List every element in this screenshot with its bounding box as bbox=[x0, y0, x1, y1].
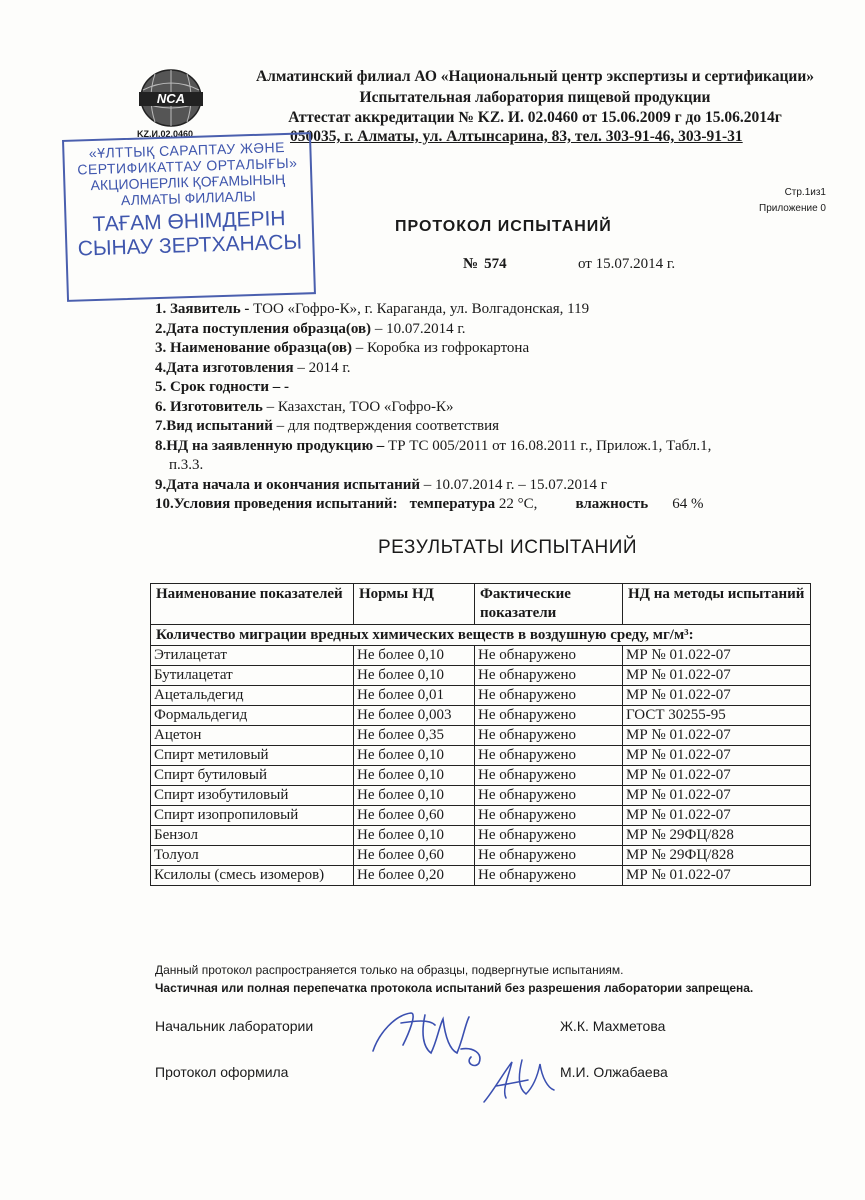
cell-norm: Не более 0,10 bbox=[354, 746, 475, 766]
table-row bbox=[151, 746, 811, 766]
cell-indicator: Ацетон bbox=[151, 726, 354, 746]
cell-method: МР № 29ФЦ/828 bbox=[623, 826, 811, 846]
cell-actual: Не обнаружено bbox=[475, 766, 623, 786]
cell-indicator: Формальдегид bbox=[151, 706, 354, 726]
field-manufacturer: 6. Изготовитель – Казахстан, ТОО «Гофро-К» bbox=[155, 398, 454, 415]
cell-method: МР № 01.022-07 bbox=[623, 806, 811, 826]
cell-actual: Не обнаружено bbox=[475, 746, 623, 766]
nca-logo bbox=[135, 68, 207, 130]
cell-norm: Не более 0,10 bbox=[354, 826, 475, 846]
cell-norm: Не более 0,35 bbox=[354, 726, 475, 746]
cell-indicator: Бензол bbox=[151, 826, 354, 846]
col-header-actual: Фактические показатели bbox=[475, 584, 623, 625]
accreditation: Аттестат аккредитации № KZ. И. 02.0460 от 15.06.2009 г до 15.06.2014г bbox=[288, 109, 782, 126]
field-test-type: 7.Вид испытаний – для подтверждения соответствия bbox=[155, 418, 500, 434]
cell-actual: Не обнаружено bbox=[475, 846, 623, 866]
cell-indicator: Спирт метиловый bbox=[151, 746, 354, 766]
cell-norm: Не более 0,20 bbox=[354, 866, 475, 886]
group-row: Количество миграции вредных химических веществ в воздушную среду, мг/м³: bbox=[151, 625, 811, 646]
field-manufacture-date: 4.Дата изготовления – 2014 г. bbox=[155, 359, 351, 376]
signer1-role: Начальник лаборатории bbox=[155, 1018, 314, 1034]
cell-method: МР № 01.022-07 bbox=[623, 686, 811, 706]
cell-norm: Не более 0,01 bbox=[354, 686, 475, 706]
col-header-indicator: Наименование показателей bbox=[151, 584, 354, 625]
cell-norm: Не более 0,003 bbox=[354, 706, 475, 726]
table-row bbox=[151, 686, 811, 706]
org-name: Алматинский филиал АО «Национальный центр экспертизы и сертификации» bbox=[255, 68, 814, 85]
signer2-name: М.И. Олжабаева bbox=[560, 1064, 668, 1080]
table-row bbox=[151, 866, 811, 886]
cell-norm: Не более 0,10 bbox=[354, 766, 475, 786]
cell-method: МР № 01.022-07 bbox=[623, 646, 811, 666]
cell-norm: Не более 0,60 bbox=[354, 806, 475, 826]
protocol-date: от 15.07.2014 г. bbox=[578, 256, 676, 272]
cell-actual: Не обнаружено bbox=[475, 866, 623, 886]
cell-method: МР № 01.022-07 bbox=[623, 866, 811, 886]
stamp-line: АЛМАТЫ ФИЛИАЛЫ bbox=[120, 187, 256, 209]
cell-method: МР № 01.022-07 bbox=[623, 726, 811, 746]
protocol-number bbox=[463, 256, 507, 273]
lab-name: Испытательная лаборатория пищевой продукции bbox=[359, 89, 711, 106]
table-row bbox=[151, 766, 811, 786]
protocol-number-label: № bbox=[463, 256, 479, 272]
document-title: ПРОТОКОЛ ИСПЫТАНИЙ bbox=[395, 218, 612, 235]
table-row bbox=[151, 706, 811, 726]
table-row bbox=[151, 666, 811, 686]
cell-method: ГОСТ 30255-95 bbox=[623, 706, 811, 726]
field-applicant: 1. Заявитель - ТОО «Гофро-К», г. Караганда, ул. Волгадонская, 119 bbox=[155, 301, 590, 317]
signer2-role: Протокол оформила bbox=[155, 1064, 289, 1080]
note-copyright: Частичная или полная перепечатка протокола испытаний без разрешения лаборатории запрещена. bbox=[155, 981, 754, 995]
protocol-number-value: 574 bbox=[484, 256, 507, 272]
cell-norm: Не более 0,10 bbox=[354, 646, 475, 666]
cell-actual: Не обнаружено bbox=[475, 666, 623, 686]
cell-indicator: Спирт изобутиловый bbox=[151, 786, 354, 806]
cell-method: МР № 01.022-07 bbox=[623, 766, 811, 786]
cell-actual: Не обнаружено bbox=[475, 646, 623, 666]
cell-method: МР № 01.022-07 bbox=[623, 666, 811, 686]
cell-norm: Не более 0,10 bbox=[354, 666, 475, 686]
cell-method: МР № 01.022-07 bbox=[623, 786, 811, 806]
note-scope: Данный протокол распространяется только на образцы, подвергнутые испытаниям. bbox=[155, 963, 624, 977]
signature-clerk bbox=[478, 1050, 558, 1110]
lab-stamp bbox=[62, 132, 316, 302]
cell-indicator: Ацетальдегид bbox=[151, 686, 354, 706]
table-row bbox=[151, 646, 811, 666]
stamp-line: СЫНАУ ЗЕРТХАНАСЫ bbox=[77, 230, 303, 261]
cell-indicator: Спирт бутиловый bbox=[151, 766, 354, 786]
field-receipt-date: 2.Дата поступления образца(ов) – 10.07.2014 г. bbox=[155, 320, 466, 337]
field-conditions: 10.Условия проведения испытаний: температура 22 °C, влажность 64 % bbox=[155, 496, 704, 512]
stamp-line: «ҰЛТТЫҚ САРАПТАУ ЖӘНЕ bbox=[88, 139, 286, 162]
results-table bbox=[150, 583, 811, 886]
stamp-line: ТАҒАМ ӨНІМДЕРІН bbox=[92, 207, 286, 237]
signer1-name: Ж.К. Махметова bbox=[560, 1018, 666, 1034]
cell-indicator: Этилацетат bbox=[151, 646, 354, 666]
stamp-line: СЕРТИФИКАТТАУ ОРТАЛЫҒЫ» bbox=[77, 154, 298, 178]
results-title: РЕЗУЛЬТАТЫ ИСПЫТАНИЙ bbox=[378, 537, 638, 558]
cell-indicator: Толуол bbox=[151, 846, 354, 866]
page-number: Стр.1из1 bbox=[784, 187, 826, 198]
cell-indicator: Спирт изопропиловый bbox=[151, 806, 354, 826]
cell-actual: Не обнаружено bbox=[475, 786, 623, 806]
cell-actual: Не обнаружено bbox=[475, 826, 623, 846]
appendix-label: Приложение 0 bbox=[759, 203, 826, 214]
cell-indicator: Бутилацетат bbox=[151, 666, 354, 686]
cell-method: МР № 29ФЦ/828 bbox=[623, 846, 811, 866]
stamp-line: АКЦИОНЕРЛІК ҚОҒАМЫНЫҢ bbox=[90, 171, 286, 194]
logo-text: NCA bbox=[156, 91, 186, 106]
field-regulation-cont: п.3.3. bbox=[169, 457, 204, 473]
field-test-dates: 9.Дата начала и окончания испытаний – 10.07.2014 г. – 15.07.2014 г bbox=[155, 476, 607, 493]
col-header-method: НД на методы испытаний bbox=[623, 584, 811, 625]
cell-norm: Не более 0,10 bbox=[354, 786, 475, 806]
cell-actual: Не обнаружено bbox=[475, 806, 623, 826]
table-row bbox=[151, 786, 811, 806]
logo-code: KZ.И.02.0460 bbox=[137, 129, 193, 139]
address: 050035, г. Алматы, ул. Алтынсарина, 83, тел. 303-91-46, 303-91-31 bbox=[290, 128, 743, 145]
table-row bbox=[151, 806, 811, 826]
cell-method: МР № 01.022-07 bbox=[623, 746, 811, 766]
protocol-fields bbox=[155, 300, 825, 515]
cell-norm: Не более 0,60 bbox=[354, 846, 475, 866]
field-shelf-life: 5. Срок годности – - bbox=[155, 379, 289, 395]
col-header-norm: Нормы НД bbox=[354, 584, 475, 625]
field-regulation: 8.НД на заявленную продукцию – ТР ТС 005/2011 от 16.08.2011 г., Прилож.1, Табл.1, bbox=[155, 437, 712, 454]
table-row bbox=[151, 846, 811, 866]
cell-actual: Не обнаружено bbox=[475, 686, 623, 706]
cell-actual: Не обнаружено bbox=[475, 706, 623, 726]
table-row bbox=[151, 726, 811, 746]
table-row bbox=[151, 826, 811, 846]
field-sample-name: 3. Наименование образца(ов) – Коробка из гофрокартона bbox=[155, 340, 530, 356]
cell-actual: Не обнаружено bbox=[475, 726, 623, 746]
cell-indicator: Ксилолы (смесь изомеров) bbox=[151, 866, 354, 886]
